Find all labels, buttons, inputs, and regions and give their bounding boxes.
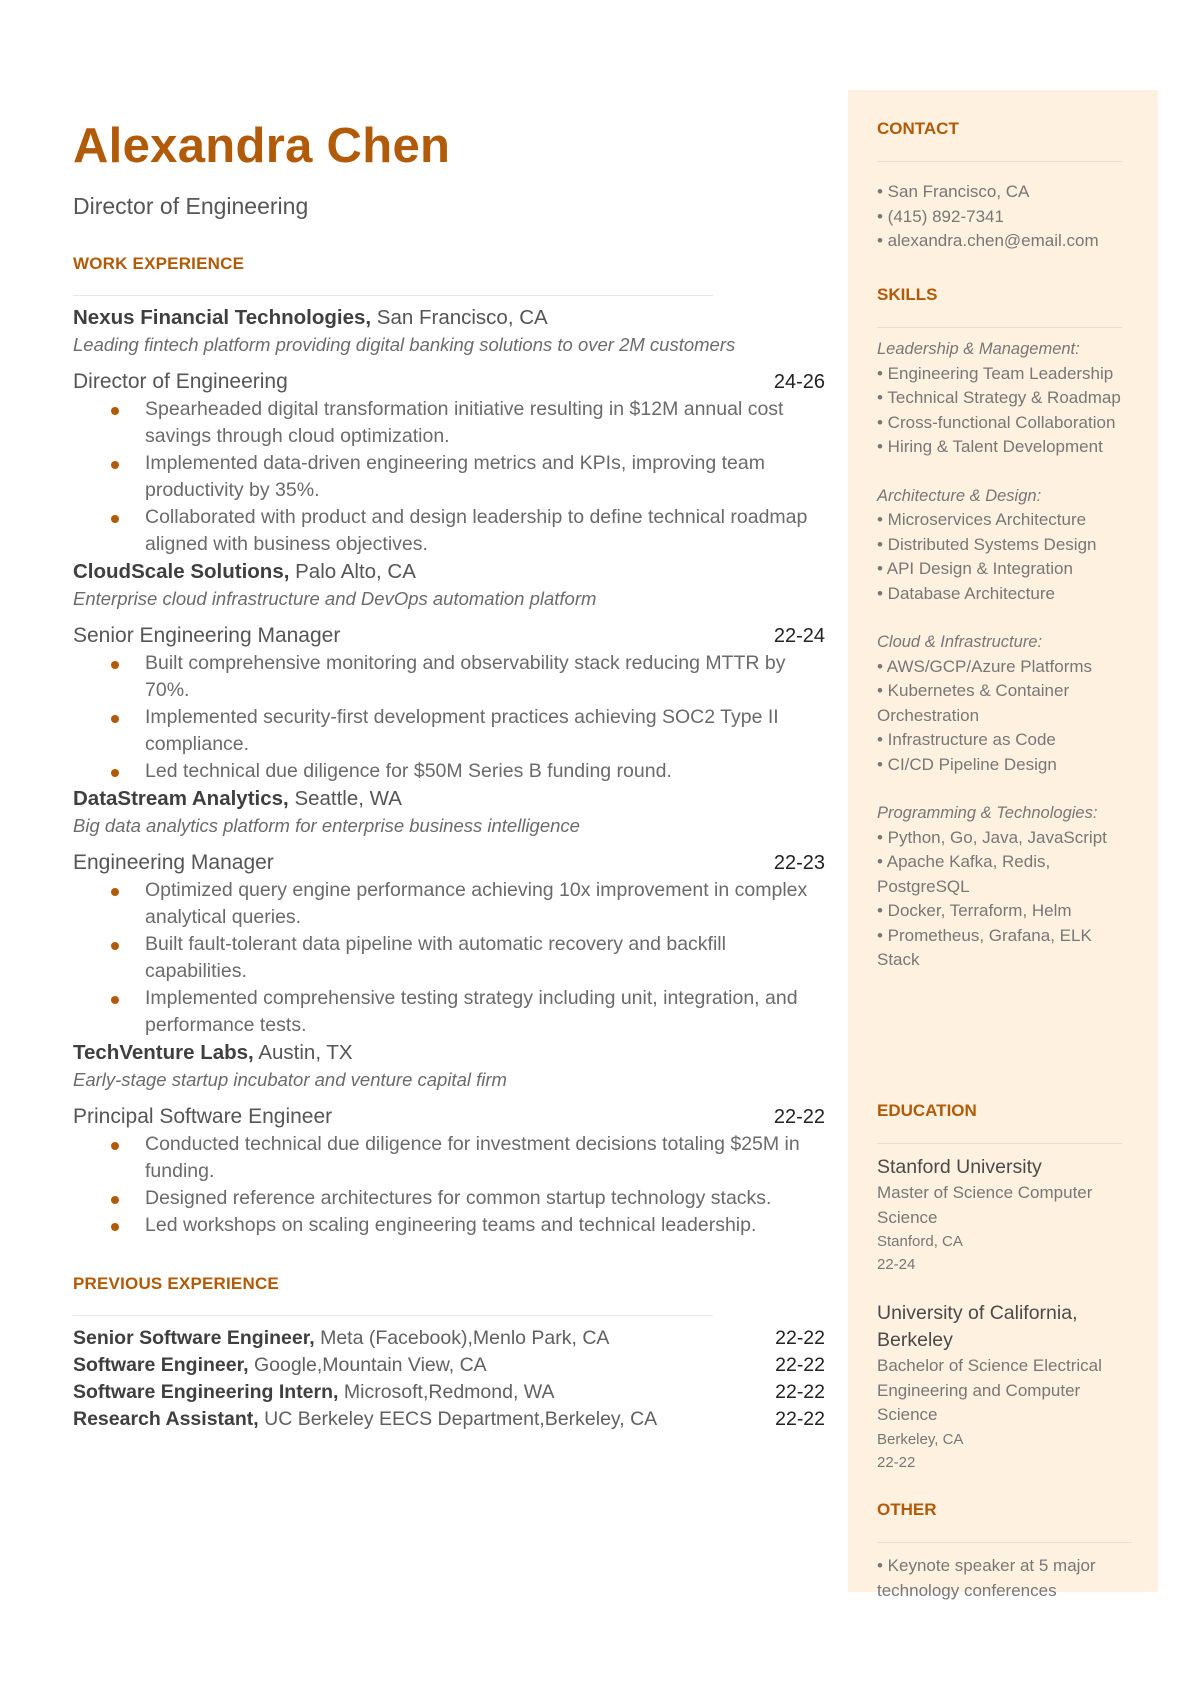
job-bullet-text: Conducted technical due diligence for investment decisions totaling $25M in funding. bbox=[145, 1133, 800, 1182]
bullet-dot-icon bbox=[111, 1196, 119, 1204]
previous-role: Software Engineer, bbox=[73, 1354, 249, 1376]
previous-place: UC Berkeley EECS Department,Berkeley, CA bbox=[264, 1408, 658, 1430]
job-bullet bbox=[73, 1212, 825, 1239]
job-bullet-text: Collaborated with product and design leadership to define technical roadmap aligned with business objectives. bbox=[145, 506, 808, 555]
job-role-row bbox=[73, 1103, 825, 1131]
job-company: CloudScale Solutions, bbox=[73, 560, 290, 583]
section-divider bbox=[877, 1542, 1132, 1543]
previous-place: Microsoft,Redmond, WA bbox=[343, 1381, 555, 1403]
bullet-dot-icon bbox=[111, 888, 119, 896]
job-dates: 24-26 bbox=[773, 371, 825, 393]
section-divider bbox=[877, 161, 1122, 162]
bullet-dot-icon bbox=[111, 769, 119, 777]
skill-item: • Cross-functional Collaboration bbox=[877, 412, 1116, 432]
job-entry bbox=[73, 558, 825, 785]
skill-category: Programming & Technologies: bbox=[877, 804, 1098, 822]
job-bullet bbox=[73, 450, 825, 504]
education-location: Berkeley, CA bbox=[877, 1430, 964, 1448]
skill-item: • API Design & Integration bbox=[877, 559, 1073, 578]
job-company: TechVenture Labs, bbox=[73, 1041, 254, 1064]
education-degree: Bachelor of Science Electrical Engineering and Computer Science bbox=[877, 1356, 1102, 1424]
job-bullet bbox=[73, 704, 825, 758]
skill-group bbox=[877, 337, 1122, 460]
skill-item: • Database Architecture bbox=[877, 583, 1055, 603]
education-school: Stanford University bbox=[877, 1156, 1042, 1178]
job-bullet-text: Implemented data-driven engineering metrics and KPIs, improving team productivity by 35%. bbox=[145, 452, 765, 501]
bullet-dot-icon bbox=[111, 407, 119, 415]
job-role-row bbox=[73, 368, 825, 396]
job-company: Nexus Financial Technologies, bbox=[73, 306, 372, 329]
previous-experience-row bbox=[73, 1379, 825, 1406]
skill-item: • Hiring & Talent Development bbox=[877, 437, 1103, 456]
bullet-dot-icon bbox=[111, 942, 119, 950]
bullet-dot-icon bbox=[111, 515, 119, 523]
job-description: Early-stage startup incubator and venture capital firm bbox=[73, 1069, 507, 1090]
skill-item: • Apache Kafka, Redis, PostgreSQL bbox=[877, 852, 1051, 896]
candidate-title: Director of Engineering bbox=[73, 193, 309, 219]
contact-phone: • (415) 892-7341 bbox=[877, 206, 1004, 226]
education-entry bbox=[877, 1300, 1122, 1474]
previous-role: Research Assistant, bbox=[73, 1408, 259, 1430]
previous-dates: 22-22 bbox=[775, 1381, 825, 1403]
skill-item: • Distributed Systems Design bbox=[877, 534, 1097, 554]
bullet-dot-icon bbox=[111, 1142, 119, 1150]
job-bullets bbox=[73, 650, 825, 785]
job-dates: 22-22 bbox=[773, 1106, 825, 1128]
job-bullet-text: Built comprehensive monitoring and observability stack reducing MTTR by 70%. bbox=[145, 652, 786, 701]
bullet-dot-icon bbox=[111, 1223, 119, 1231]
job-location: San Francisco, CA bbox=[376, 306, 548, 329]
contact-email: • alexandra.chen@email.com bbox=[877, 231, 1099, 250]
previous-dates: 22-22 bbox=[775, 1354, 825, 1376]
job-bullets bbox=[73, 396, 825, 558]
job-role: Principal Software Engineer bbox=[73, 1105, 333, 1128]
section-divider bbox=[73, 295, 713, 296]
skill-item: • Python, Go, Java, JavaScript bbox=[877, 827, 1107, 847]
job-bullet bbox=[73, 396, 825, 450]
job-bullet bbox=[73, 877, 825, 931]
previous-role: Software Engineering Intern, bbox=[73, 1381, 339, 1403]
job-role: Senior Engineering Manager bbox=[73, 624, 341, 647]
job-entry bbox=[73, 785, 825, 1039]
job-bullet bbox=[73, 931, 825, 985]
job-bullet bbox=[73, 650, 825, 704]
skill-item: • Technical Strategy & Roadmap bbox=[877, 388, 1121, 407]
job-bullet-text: Built fault-tolerant data pipeline with automatic recovery and backfill capabilities. bbox=[145, 933, 726, 982]
other-item: • Keynote speaker at 5 major technology conferences bbox=[877, 1556, 1096, 1600]
job-description: Big data analytics platform for enterprise business intelligence bbox=[73, 815, 580, 836]
job-bullet-text: Optimized query engine performance achieving 10x improvement in complex analytical queries. bbox=[145, 879, 808, 928]
job-description: Leading fintech platform providing digital banking solutions to over 2M customers bbox=[73, 334, 736, 355]
job-role: Director of Engineering bbox=[73, 370, 288, 393]
previous-place: Meta (Facebook),Menlo Park, CA bbox=[320, 1327, 610, 1349]
skill-group bbox=[877, 630, 1122, 777]
previous-experience-row bbox=[73, 1352, 825, 1379]
previous-experience-row bbox=[73, 1406, 825, 1433]
job-dates: 22-24 bbox=[773, 625, 825, 647]
previous-dates: 22-22 bbox=[775, 1327, 825, 1349]
education-section bbox=[877, 1101, 1122, 1474]
main-column bbox=[73, 115, 825, 1433]
previous-experience-heading: PREVIOUS EXPERIENCE bbox=[73, 1274, 279, 1293]
job-bullet bbox=[73, 758, 825, 785]
education-entry bbox=[877, 1154, 1122, 1276]
skill-item: • Engineering Team Leadership bbox=[877, 363, 1114, 383]
job-bullet bbox=[73, 1185, 825, 1212]
education-dates: 22-22 bbox=[877, 1453, 916, 1471]
sidebar bbox=[848, 90, 1158, 1600]
job-dates: 22-23 bbox=[773, 852, 825, 874]
previous-role: Senior Software Engineer, bbox=[73, 1327, 315, 1349]
job-company: DataStream Analytics, bbox=[73, 787, 289, 810]
section-divider bbox=[73, 1315, 713, 1316]
job-company-line bbox=[73, 785, 825, 813]
job-location: Austin, TX bbox=[258, 1041, 353, 1064]
education-location: Stanford, CA bbox=[877, 1233, 963, 1250]
job-bullet bbox=[73, 504, 825, 558]
skill-group bbox=[877, 801, 1122, 973]
section-divider bbox=[877, 327, 1122, 328]
skill-item: • Kubernetes & Container Orchestration bbox=[877, 681, 1070, 725]
previous-experience-row bbox=[73, 1325, 825, 1352]
skill-category: Leadership & Management: bbox=[877, 340, 1080, 358]
education-school: University of California, Berkeley bbox=[877, 1302, 1078, 1351]
job-bullet-text: Led technical due diligence for $50M Series B funding round. bbox=[145, 760, 672, 782]
skills-heading: SKILLS bbox=[877, 285, 938, 304]
job-location: Seattle, WA bbox=[294, 787, 402, 810]
other-section bbox=[877, 1500, 1122, 1603]
skill-item: • Prometheus, Grafana, ELK Stack bbox=[877, 925, 1092, 969]
job-role: Engineering Manager bbox=[73, 851, 274, 874]
job-role-row bbox=[73, 622, 825, 650]
job-role-row bbox=[73, 849, 825, 877]
education-heading: EDUCATION bbox=[877, 1101, 977, 1120]
job-bullet bbox=[73, 985, 825, 1039]
other-heading: OTHER bbox=[877, 1500, 937, 1519]
candidate-name: Alexandra Chen bbox=[73, 119, 451, 173]
skill-item: • CI/CD Pipeline Design bbox=[877, 754, 1057, 774]
contact-section bbox=[877, 119, 1122, 254]
job-company-line bbox=[73, 558, 825, 586]
bullet-dot-icon bbox=[111, 996, 119, 1004]
skill-category: Cloud & Infrastructure: bbox=[877, 633, 1043, 651]
job-location: Palo Alto, CA bbox=[295, 560, 416, 583]
job-entry bbox=[73, 304, 825, 558]
skills-section bbox=[877, 285, 1122, 973]
skill-group bbox=[877, 484, 1122, 607]
skill-category: Architecture & Design: bbox=[877, 486, 1042, 505]
skill-item: • Microservices Architecture bbox=[877, 510, 1087, 529]
job-bullet bbox=[73, 1131, 825, 1185]
job-bullet-text: Spearheaded digital transformation initiative resulting in $12M annual cost savings through cloud optimization. bbox=[145, 398, 784, 447]
job-bullets bbox=[73, 877, 825, 1039]
previous-experience-list bbox=[73, 1325, 825, 1433]
job-description: Enterprise cloud infrastructure and DevOps automation platform bbox=[73, 588, 597, 609]
job-bullet-text: Implemented security-first development practices achieving SOC2 Type II compliance. bbox=[145, 706, 779, 755]
job-entry bbox=[73, 1039, 825, 1239]
skill-item: • Infrastructure as Code bbox=[877, 730, 1056, 749]
job-company-line bbox=[73, 1039, 825, 1067]
contact-location: • San Francisco, CA bbox=[877, 182, 1030, 201]
bullet-dot-icon bbox=[111, 661, 119, 669]
work-experience-heading: WORK EXPERIENCE bbox=[73, 254, 245, 273]
skill-item: • AWS/GCP/Azure Platforms bbox=[877, 656, 1093, 676]
bullet-dot-icon bbox=[111, 715, 119, 723]
bullet-dot-icon bbox=[111, 461, 119, 469]
previous-dates: 22-22 bbox=[775, 1408, 825, 1430]
job-bullet-text: Implemented comprehensive testing strategy including unit, integration, and performance tests. bbox=[145, 987, 798, 1036]
education-dates: 22-24 bbox=[877, 1256, 916, 1273]
job-bullet-text: Designed reference architectures for common startup technology stacks. bbox=[145, 1187, 772, 1209]
previous-place: Google,Mountain View, CA bbox=[253, 1354, 487, 1376]
job-company-line bbox=[73, 304, 825, 332]
education-degree: Master of Science Computer Science bbox=[877, 1183, 1093, 1227]
job-bullet-text: Led workshops on scaling engineering teams and technical leadership. bbox=[145, 1214, 757, 1236]
skill-item: • Docker, Terraform, Helm bbox=[877, 901, 1072, 920]
job-bullets bbox=[73, 1131, 825, 1239]
section-divider bbox=[877, 1143, 1122, 1144]
contact-heading: CONTACT bbox=[877, 119, 959, 138]
